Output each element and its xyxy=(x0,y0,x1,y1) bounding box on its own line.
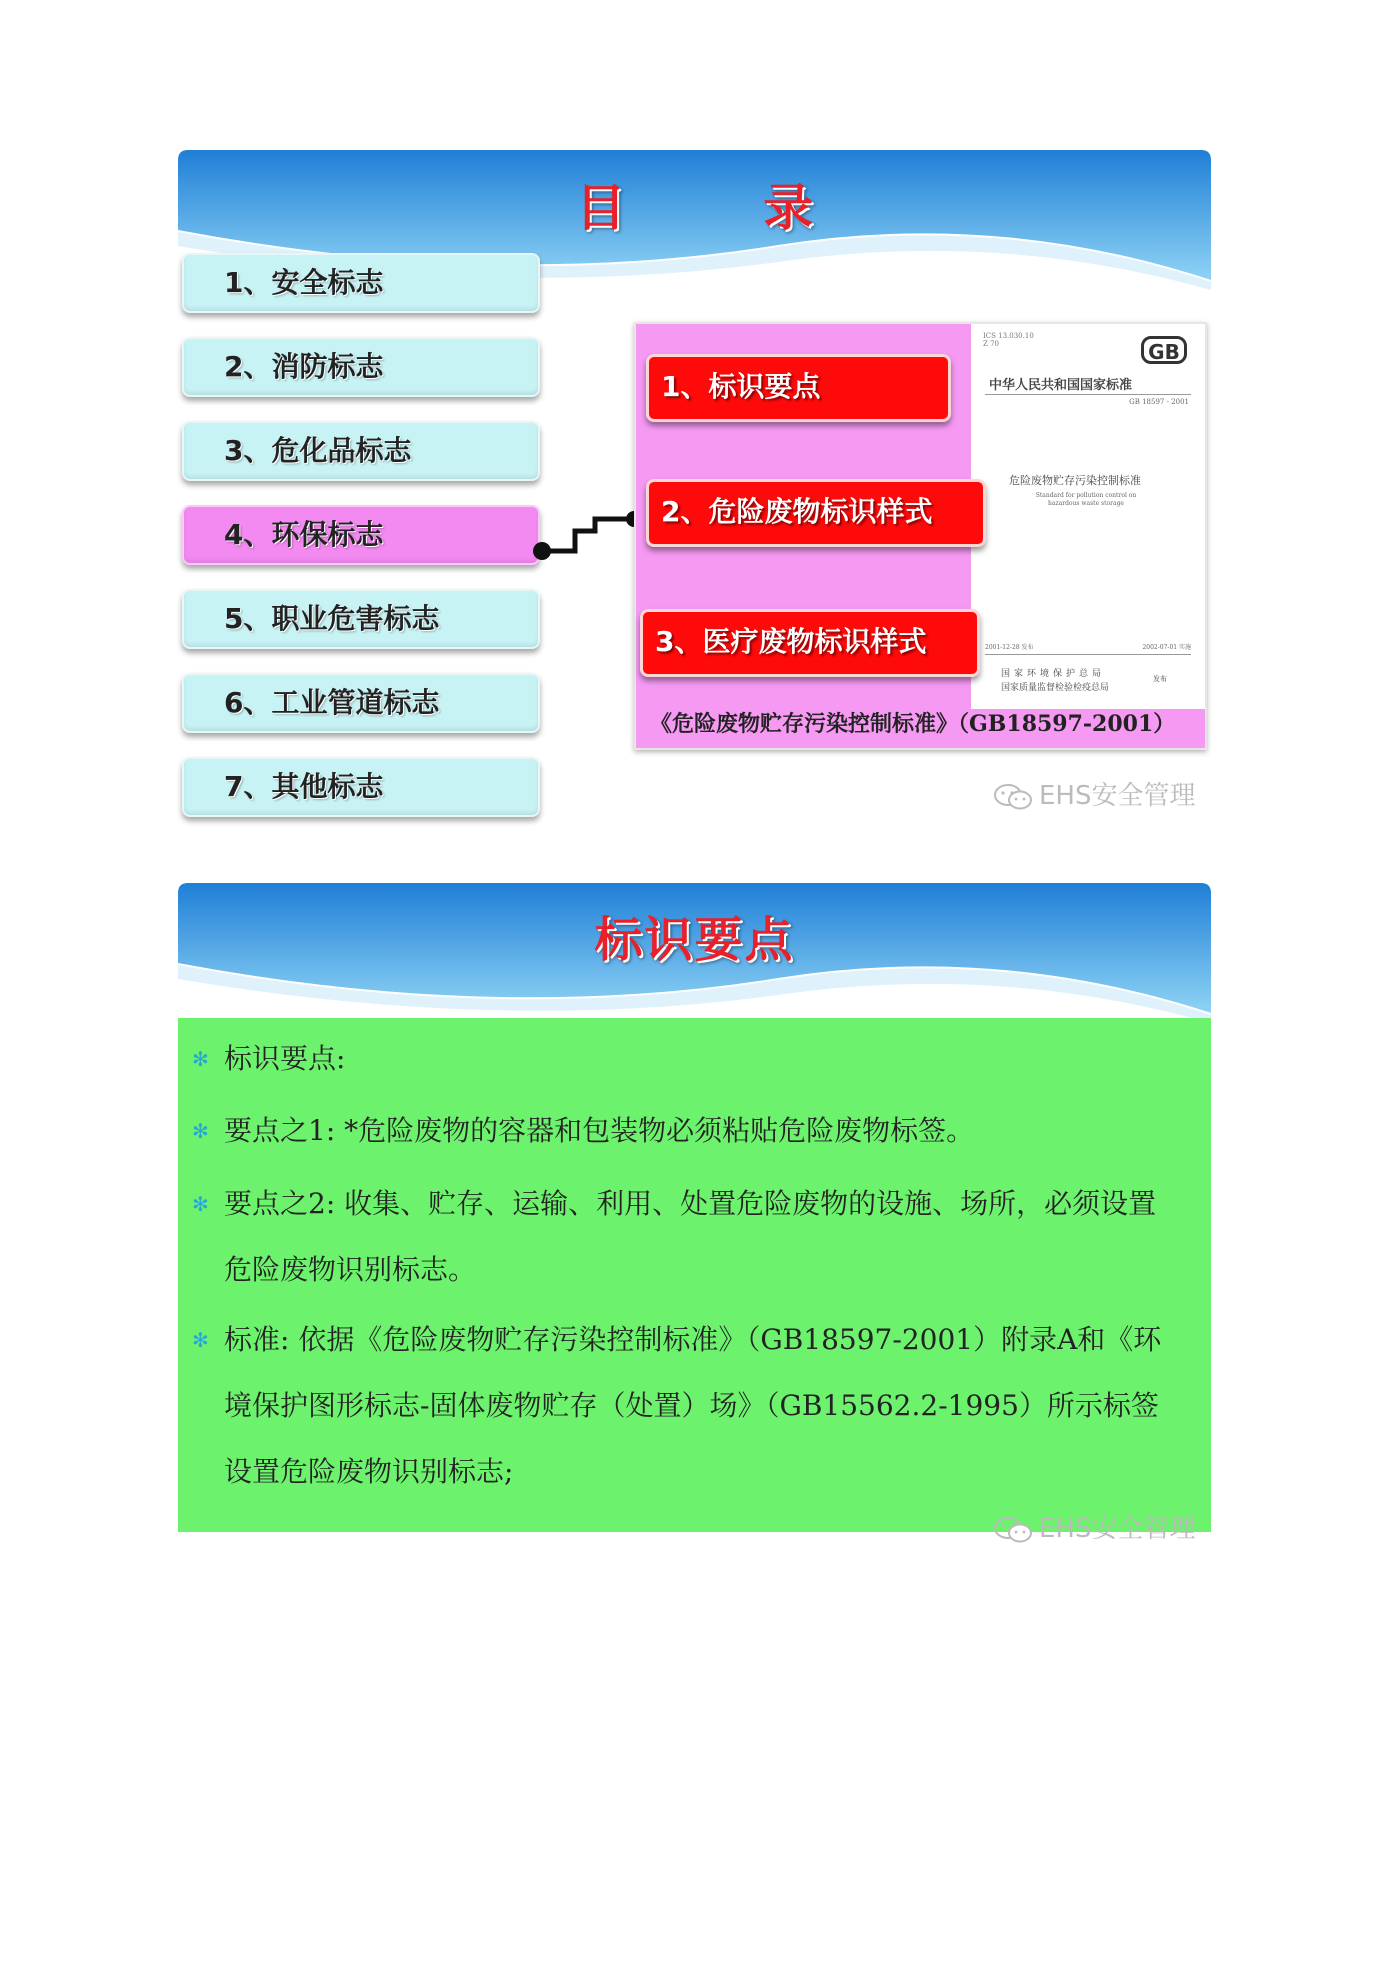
doc-issuer-2: 国家质量监督检验检疫总局 xyxy=(1001,683,1110,693)
menu-item-hazchem-signs[interactable]: 3、危化品标志 xyxy=(182,421,540,481)
bullet-icon: ✻ xyxy=(192,1047,209,1071)
menu-item-fire-signs[interactable]: 2、消防标志 xyxy=(182,337,540,397)
standard-document-image: ICS 13.030.10 Z 70 GB 中华人民共和国国家标准 GB 18597 - 2001 危险废物贮存污染控制标准 Standard for pollution control on hazardous waste storage 2001-12-28 发布 2002-07-01 实施 国家环境保护总局 国家质量监督检验检疫总局 发布 xyxy=(971,324,1205,709)
bullet-icon: ✻ xyxy=(192,1119,209,1143)
sub-item-medical-waste-style[interactable]: 3、医疗废物标识样式 xyxy=(640,609,980,677)
watermark-text: EHS安全管理 xyxy=(1039,781,1196,811)
menu-item-other-signs[interactable]: 7、其他标志 xyxy=(182,757,540,817)
watermark xyxy=(993,1508,1195,1545)
key-points-box xyxy=(178,1018,1211,1532)
slide-key-points xyxy=(178,883,1211,1544)
doc-title: 危险废物贮存污染控制标准 xyxy=(1009,474,1141,487)
sub-item-key-points[interactable]: 1、标识要点 xyxy=(646,354,951,422)
menu-item-environmental-signs[interactable]: 4、环保标志 xyxy=(182,505,540,565)
doc-issuer-1: 国家环境保护总局 xyxy=(1001,669,1106,679)
point-3: ✻ 标准: 依据《危险废物贮存污染控制标准》（GB18597-2001）附录A和《环境保护图形标志-固体废物贮存（处置）场》（GB15562.2-1995）所示标签设置危险废物识别标志; xyxy=(192,1307,1181,1505)
watermark-text: EHS安全管理 xyxy=(1039,1514,1196,1544)
bullet-icon: ✻ xyxy=(192,1192,209,1216)
bullet-icon: ✻ xyxy=(192,1328,209,1352)
detail-panel xyxy=(634,322,1207,750)
point-heading: ✻ 标识要点: xyxy=(192,1026,1181,1092)
gb-logo-icon: GB xyxy=(1141,336,1187,364)
menu-item-safety-signs[interactable]: 1、安全标志 xyxy=(182,253,540,313)
doc-header: 中华人民共和国国家标准 xyxy=(989,378,1133,393)
slide-table-of-contents xyxy=(178,150,1211,811)
menu-item-occupational-hazard-signs[interactable]: 5、职业危害标志 xyxy=(182,589,540,649)
title-banner xyxy=(178,883,1211,1023)
watermark xyxy=(993,775,1195,812)
page-title: 目 录 xyxy=(575,179,874,237)
menu-item-pipeline-signs[interactable]: 6、工业管道标志 xyxy=(182,673,540,733)
wechat-icon xyxy=(993,1515,1035,1545)
standard-caption: 《危险废物贮存污染控制标准》（GB18597-2001） xyxy=(650,711,1176,737)
doc-code: GB 18597 - 2001 xyxy=(1129,398,1189,406)
section-title: 标识要点 xyxy=(594,912,795,968)
doc-issuer-suffix: 发布 xyxy=(1153,675,1167,683)
point-2: ✻ 要点之2: 收集、贮存、运输、利用、处置危险废物的设施、场所，必须设置危险废物识别标志。 xyxy=(192,1171,1181,1303)
wechat-icon xyxy=(993,782,1035,812)
sub-item-hazardous-waste-style[interactable]: 2、危险废物标识样式 xyxy=(646,479,986,547)
connector-line xyxy=(530,505,640,565)
doc-effective: 2002-07-01 实施 xyxy=(1142,644,1191,651)
doc-subtitle: Standard for pollution control on hazardous waste storage xyxy=(1035,492,1137,507)
point-1: ✻ 要点之1: *危险废物的容器和包装物必须粘贴危险废物标签。 xyxy=(192,1098,1181,1164)
doc-issued: 2001-12-28 发布 xyxy=(985,644,1034,651)
